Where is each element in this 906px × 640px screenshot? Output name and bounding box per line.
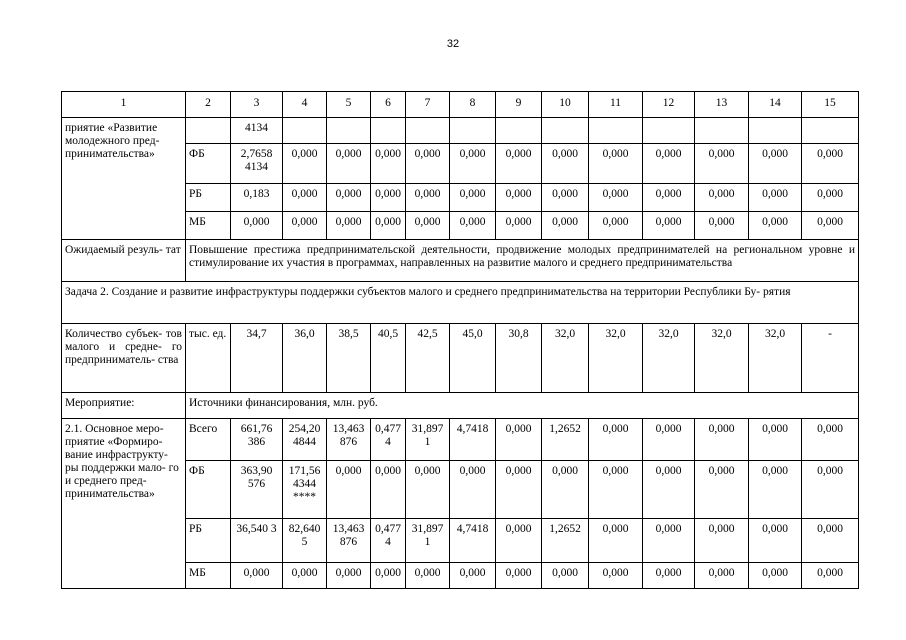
table-cell: 0,000 xyxy=(802,212,859,240)
cell-value: 0,000 xyxy=(459,567,486,579)
cell-value: 0,000 xyxy=(505,523,532,535)
cell-value: 0,000 xyxy=(375,465,401,477)
table-cell xyxy=(283,461,327,519)
cell-value: 0,000 xyxy=(817,567,843,579)
cell-value: 0,000 xyxy=(505,423,532,435)
table-cell xyxy=(802,563,859,589)
cell-value: 31,897 1 xyxy=(411,523,444,548)
column-header: 11 xyxy=(589,92,643,118)
cell-value: 0,000 xyxy=(762,465,788,477)
table-cell xyxy=(450,563,496,589)
table-cell xyxy=(643,519,695,563)
table-cell xyxy=(749,118,802,144)
table-cell xyxy=(496,519,542,563)
cell-value: 0,000 xyxy=(655,523,682,535)
table-cell xyxy=(589,118,643,144)
table-cell xyxy=(406,419,450,461)
cell-value: 0,477 4 xyxy=(375,523,401,548)
table-cell: 32,0 xyxy=(643,324,695,393)
table-cell xyxy=(749,519,802,563)
table-cell xyxy=(371,118,406,144)
table-cell xyxy=(589,519,643,563)
table-cell: 38,5 xyxy=(327,324,371,393)
row-label: Мероприятие: xyxy=(62,393,186,419)
cell-value: 254,20 4844 xyxy=(288,423,321,448)
table-cell xyxy=(406,519,450,563)
table-cell xyxy=(695,519,749,563)
table-cell xyxy=(283,563,327,589)
table-cell xyxy=(231,563,283,589)
table-cell: 0,000 xyxy=(643,212,695,240)
table-cell xyxy=(802,118,859,144)
table-cell: 0,000 xyxy=(496,184,542,212)
table-cell: 0,000 xyxy=(695,184,749,212)
table-cell xyxy=(450,419,496,461)
table-cell xyxy=(695,118,749,144)
column-header: 5 xyxy=(327,92,371,118)
cell-value: 4,7418 xyxy=(456,423,489,435)
table-cell xyxy=(496,563,542,589)
column-header: 4 xyxy=(283,92,327,118)
cell-value: 0,000 xyxy=(762,423,788,435)
table-cell: 0,000 xyxy=(749,144,802,184)
table-cell xyxy=(749,461,802,519)
table-cell: 0,000 xyxy=(589,212,643,240)
cell-value: 0,000 xyxy=(505,465,532,477)
table-cell xyxy=(643,461,695,519)
cell-value: 0,000 xyxy=(762,567,788,579)
table-cell: 0,000 xyxy=(450,212,496,240)
table-cell xyxy=(186,118,231,144)
table-cell xyxy=(450,118,496,144)
table-row xyxy=(62,324,859,393)
table-cell xyxy=(643,118,695,144)
table-cell xyxy=(371,461,406,519)
cell-value: 0,000 xyxy=(762,523,788,535)
cell-value: 36,540 3 xyxy=(236,523,277,535)
cell-value: 4,7418 xyxy=(456,523,489,535)
task-heading: Задача 2. Создание и развитие инфраструктуры поддержки субъектов малого и среднего предпринимательства на территории Республики Бу- рятия xyxy=(62,282,859,324)
table-cell: 0,183 xyxy=(231,184,283,212)
row-label: Количество субъек- тов малого и средне- го предприниматель- ства xyxy=(62,324,186,393)
table-cell xyxy=(406,563,450,589)
cell-value: 0,000 xyxy=(414,465,441,477)
cell-value: 0,000 xyxy=(708,465,735,477)
row-label: 2.1. Основное меро- приятие «Формиро- вание инфраструкту- ры поддержки мало- го и среднего пред- принимательства» xyxy=(62,419,186,589)
cell-value: 31,897 1 xyxy=(411,423,444,448)
table-cell: 0,000 xyxy=(542,184,589,212)
table-cell: 0,000 xyxy=(643,144,695,184)
table-cell: 0,000 xyxy=(802,144,859,184)
table-cell xyxy=(231,419,283,461)
table-cell: 32,0 xyxy=(589,324,643,393)
cell-value: 0,000 xyxy=(708,523,735,535)
table-cell: 0,000 xyxy=(802,184,859,212)
table-cell: 0,000 xyxy=(283,212,327,240)
table-cell xyxy=(327,118,371,144)
table-cell xyxy=(589,419,643,461)
table-cell: 0,000 xyxy=(589,144,643,184)
cell-value: 0,000 xyxy=(602,465,629,477)
table-cell: 0,000 xyxy=(371,184,406,212)
cell-value: 0,000 xyxy=(817,465,843,477)
cell-value: 0,000 xyxy=(414,567,441,579)
table-cell xyxy=(496,419,542,461)
table-cell: 32,0 xyxy=(749,324,802,393)
cell-value: 0,477 4 xyxy=(375,423,401,448)
table-cell: 0,000 xyxy=(643,184,695,212)
column-header: 13 xyxy=(695,92,749,118)
table-cell: 0,000 xyxy=(327,212,371,240)
table-cell xyxy=(371,519,406,563)
table-cell xyxy=(542,461,589,519)
table-cell: 0,000 xyxy=(231,212,283,240)
table-cell xyxy=(695,563,749,589)
column-header: 12 xyxy=(643,92,695,118)
table-cell xyxy=(371,419,406,461)
table-cell xyxy=(327,563,371,589)
cell-value: 0,000 xyxy=(655,465,682,477)
table-cell xyxy=(695,419,749,461)
table-cell: 0,000 xyxy=(450,144,496,184)
table-row xyxy=(62,240,859,282)
column-header: 15 xyxy=(802,92,859,118)
table-cell xyxy=(231,519,283,563)
table-cell: - xyxy=(802,324,859,393)
table-cell: 42,5 xyxy=(406,324,450,393)
table-cell xyxy=(802,419,859,461)
table-cell xyxy=(542,519,589,563)
table-cell: 32,0 xyxy=(542,324,589,393)
table-cell: 4134 xyxy=(231,118,283,144)
table-cell xyxy=(231,461,283,519)
table-cell: 2,7658 4134 xyxy=(231,144,283,184)
funding-source: Всего xyxy=(186,419,231,461)
table-cell: 34,7 xyxy=(231,324,283,393)
table-row xyxy=(62,393,859,419)
funding-source: ФБ xyxy=(186,461,231,519)
page-number: 32 xyxy=(446,38,460,50)
financing-table xyxy=(61,91,859,589)
cell-value: 0,000 xyxy=(552,465,578,477)
table-cell: 0,000 xyxy=(749,212,802,240)
table-cell xyxy=(643,419,695,461)
table-cell xyxy=(406,461,450,519)
header-row xyxy=(62,92,859,118)
funding-source: РБ xyxy=(186,519,231,563)
table-cell: 30,8 xyxy=(496,324,542,393)
cell-value: 13,463 876 xyxy=(332,523,365,548)
table-cell: 0,000 xyxy=(542,212,589,240)
cell-value: 0,000 xyxy=(552,567,578,579)
table-cell: 0,000 xyxy=(496,144,542,184)
table-cell xyxy=(802,461,859,519)
table-cell: 0,000 xyxy=(327,184,371,212)
cell-value: 0,000 xyxy=(817,523,843,535)
column-header: 10 xyxy=(542,92,589,118)
cell-value: 0,000 xyxy=(602,423,629,435)
table-cell: 0,000 xyxy=(496,212,542,240)
table-cell xyxy=(496,118,542,144)
table-cell xyxy=(450,519,496,563)
cell-value: 0,000 xyxy=(243,567,270,579)
row-label: приятие «Развитие молодежного пред- принимательства» xyxy=(62,118,186,240)
table-cell xyxy=(749,563,802,589)
table-cell: 0,000 xyxy=(283,184,327,212)
cell-value: 0,000 xyxy=(335,567,362,579)
table-cell xyxy=(749,419,802,461)
cell-value: 0,000 xyxy=(655,567,682,579)
cell-value: 1,2652 xyxy=(549,523,581,535)
column-header: 14 xyxy=(749,92,802,118)
cell-value: 13,463 876 xyxy=(332,423,365,448)
table-row xyxy=(62,282,859,324)
table-cell: 36,0 xyxy=(283,324,327,393)
table-cell: 0,000 xyxy=(589,184,643,212)
cell-value: 661,76 386 xyxy=(240,423,273,448)
table-cell: 0,000 xyxy=(406,184,450,212)
table-cell xyxy=(406,118,450,144)
funding-source: МБ xyxy=(186,212,231,240)
cell-value: 0,000 xyxy=(708,423,735,435)
column-header: 6 xyxy=(371,92,406,118)
table-cell xyxy=(643,563,695,589)
column-header: 9 xyxy=(496,92,542,118)
table-cell xyxy=(542,118,589,144)
cell-value: 0,000 xyxy=(602,567,629,579)
table-cell xyxy=(542,419,589,461)
table-cell xyxy=(327,419,371,461)
table-cell xyxy=(283,519,327,563)
table-cell: 0,000 xyxy=(450,184,496,212)
financing-caption: Источники финансирования, млн. руб. xyxy=(186,393,859,419)
row-label: Ожидаемый резуль- тат xyxy=(62,240,186,282)
table-cell: 0,000 xyxy=(749,184,802,212)
table-cell: 40,5 xyxy=(371,324,406,393)
table-cell: 0,000 xyxy=(542,144,589,184)
funding-source: МБ xyxy=(186,563,231,589)
table-cell xyxy=(589,461,643,519)
cell-value: 363,90 576 xyxy=(240,465,273,490)
table-cell xyxy=(327,519,371,563)
table-cell: 45,0 xyxy=(450,324,496,393)
cell-value: 82,640 5 xyxy=(288,523,321,548)
cell-value: 171,56 4344 xyxy=(288,465,321,490)
table-cell xyxy=(283,419,327,461)
table-cell: 0,000 xyxy=(695,212,749,240)
table-cell xyxy=(283,118,327,144)
cell-value: 0,000 xyxy=(655,423,682,435)
cell-value: 0,000 xyxy=(602,523,629,535)
column-header: 8 xyxy=(450,92,496,118)
cell-value: 0,000 xyxy=(505,567,532,579)
column-header: 1 xyxy=(62,92,186,118)
footnote-mark: **** xyxy=(293,491,316,503)
cell-value: 0,000 xyxy=(817,423,843,435)
table-cell xyxy=(327,461,371,519)
table-cell: 0,000 xyxy=(371,144,406,184)
expected-result-text: Повышение престижа предпринимательской деятельности, продвижение молодых предпринимателей на региональном уровне и стимулирование их участия в программах, направленных на развитие малого и среднего предпринимательства xyxy=(186,240,859,282)
table-row xyxy=(62,419,859,461)
cell-value: 0,000 xyxy=(459,465,486,477)
table-cell xyxy=(695,461,749,519)
table-cell: 0,000 xyxy=(371,212,406,240)
cell-value: 0,000 xyxy=(291,567,318,579)
table-cell: 32,0 xyxy=(695,324,749,393)
table-cell xyxy=(450,461,496,519)
table-cell: 0,000 xyxy=(695,144,749,184)
unit-cell: тыс. ед. xyxy=(186,324,231,393)
column-header: 7 xyxy=(406,92,450,118)
table-cell xyxy=(496,461,542,519)
table-cell: 0,000 xyxy=(406,212,450,240)
cell-value: 0,000 xyxy=(375,567,401,579)
table-cell xyxy=(371,563,406,589)
table-cell xyxy=(589,563,643,589)
column-header: 3 xyxy=(231,92,283,118)
table-cell: 0,000 xyxy=(406,144,450,184)
cell-value: 0,000 xyxy=(708,567,735,579)
table-cell: 0,000 xyxy=(327,144,371,184)
funding-source: РБ xyxy=(186,184,231,212)
table-row xyxy=(62,118,859,144)
funding-source: ФБ xyxy=(186,144,231,184)
cell-value: 1,2652 xyxy=(549,423,581,435)
cell-value: 0,000 xyxy=(335,465,362,477)
table-cell xyxy=(802,519,859,563)
column-header: 2 xyxy=(186,92,231,118)
table-cell xyxy=(542,563,589,589)
table-cell: 0,000 xyxy=(283,144,327,184)
